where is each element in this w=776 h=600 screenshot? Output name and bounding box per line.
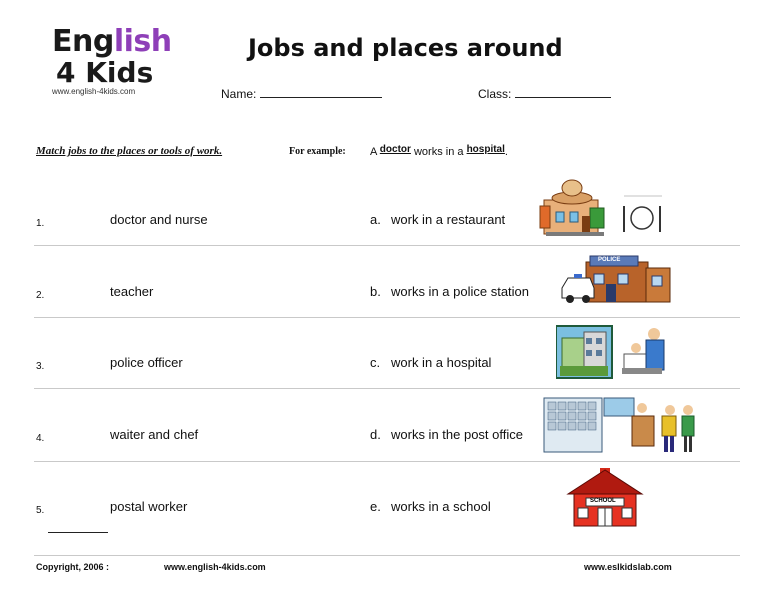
example-job: doctor — [379, 144, 411, 155]
example-label: For example: — [289, 146, 346, 157]
row-divider — [34, 317, 740, 318]
item-number: 3. — [36, 361, 45, 372]
job-label: waiter and chef — [110, 427, 199, 442]
item-number: 4. — [36, 433, 45, 444]
restaurant-clipart — [538, 178, 664, 240]
item-number: 2. — [36, 290, 45, 301]
post-office-clipart — [542, 396, 700, 456]
job-label: doctor and nurse — [110, 212, 208, 227]
class-field[interactable]: Class: — [478, 86, 611, 101]
row-divider — [34, 388, 740, 389]
logo-url: www.english-4kids.com — [52, 87, 136, 96]
place-letter: a. — [370, 212, 381, 227]
example-sentence: A doctor works in a hospital. — [370, 144, 508, 158]
place-label: works in a school — [391, 499, 491, 514]
instructions: Match jobs to the places or tools of work. — [36, 145, 223, 157]
place-label: work in a restaurant — [391, 212, 506, 227]
logo-text: English — [52, 24, 172, 59]
police-sign: POLICE — [598, 257, 621, 263]
answer-blank[interactable] — [48, 532, 108, 533]
place-label: works in the post office — [391, 427, 523, 442]
copyright: Copyright, 2006 : — [36, 562, 110, 572]
hospital-clipart — [556, 322, 674, 382]
footer-link-eslkidslab[interactable]: www.eslkidslab.com — [584, 562, 672, 572]
name-field[interactable]: Name: — [221, 86, 382, 101]
job-label: police officer — [110, 355, 183, 370]
job-label: teacher — [110, 284, 154, 299]
footer-link-english4kids[interactable]: www.english-4kids.com — [164, 562, 266, 572]
logo-subtext: 4 Kids — [56, 56, 154, 89]
place-label: works in a police station — [391, 284, 530, 299]
place-letter: b. — [370, 284, 381, 299]
page-title: Jobs and places around — [248, 34, 563, 62]
row-divider — [34, 461, 740, 462]
school-sign: SCHOOL — [590, 498, 616, 504]
police-station-clipart — [560, 250, 676, 306]
place-letter: c. — [370, 355, 381, 370]
item-number: 1. — [36, 218, 45, 229]
example-place: hospital — [466, 144, 505, 155]
row-divider — [34, 245, 740, 246]
place-letter: e. — [370, 499, 381, 514]
item-number: 5. — [36, 505, 45, 516]
footer-divider — [34, 555, 740, 556]
place-label: work in a hospital — [391, 355, 492, 370]
job-label: postal worker — [110, 499, 188, 514]
school-clipart — [566, 468, 644, 528]
place-letter: d. — [370, 427, 381, 442]
